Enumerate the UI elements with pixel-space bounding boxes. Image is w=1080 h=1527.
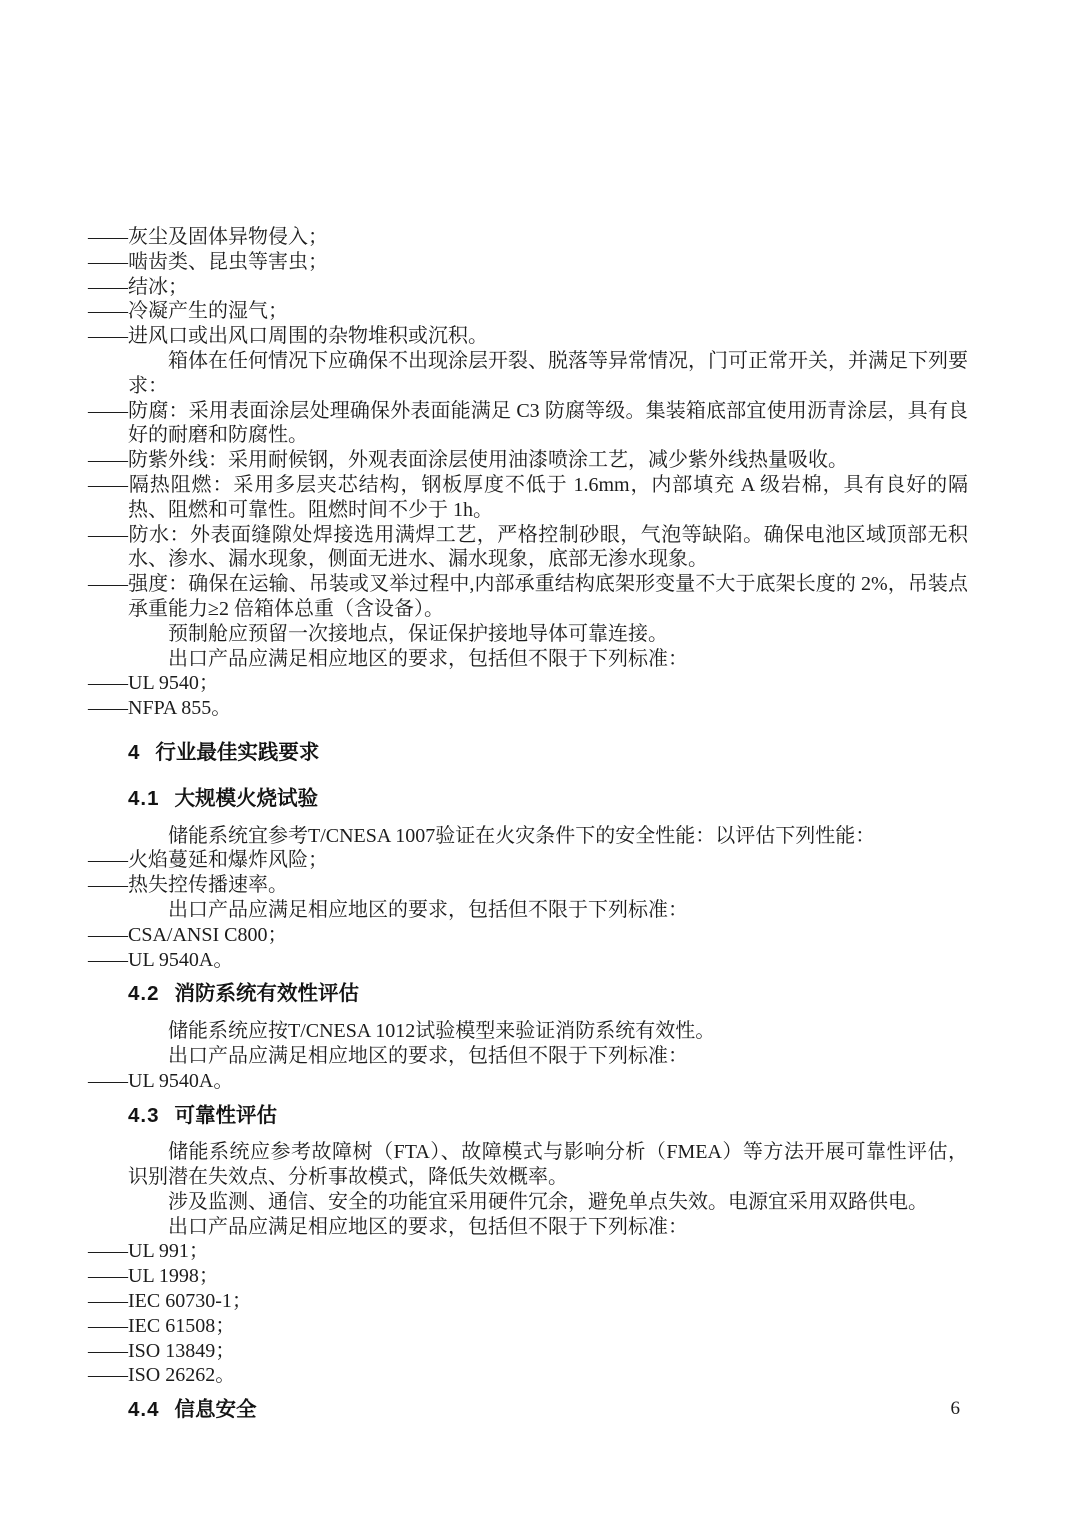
section-title: 消防系统有效性评估 <box>174 982 359 1006</box>
section-heading-4-1 <box>128 787 968 812</box>
list-item: ——ISO 26262。 <box>88 1364 236 1387</box>
page-number: 6 <box>950 1398 960 1419</box>
section-heading-4 <box>128 741 968 766</box>
list-item: ——IEC 61508； <box>88 1314 236 1337</box>
list-item: ——UL 9540； <box>88 672 219 695</box>
section-number: 4.3 <box>128 1103 160 1127</box>
list-item: ——强度：确保在运输、吊装或叉举过程中,内部承重结构底架形变量不大于底架长度的 2%，吊装点承重能力≥2 倍箱体总重（含设备）。 <box>88 573 968 620</box>
section-title: 大规模火烧试验 <box>174 786 318 810</box>
section-title: 可靠性评估 <box>174 1103 277 1127</box>
section-number: 4.4 <box>128 1398 160 1422</box>
list-item: ——防紫外线：采用耐候钢，外观表面涂层使用油漆喷涂工艺，减少紫外线热量吸收。 <box>88 449 848 472</box>
list-item: ——IEC 60730-1； <box>88 1290 252 1313</box>
document-content <box>88 225 968 1435</box>
list-item: ——灰尘及固体异物侵入； <box>88 226 328 248</box>
paragraph: 出口产品应满足相应地区的要求，包括但不限于下列标准： <box>168 647 688 670</box>
list-item: ——NFPA 855。 <box>88 697 232 720</box>
list-item: ——UL 1998； <box>88 1265 219 1288</box>
list-item: ——冷凝产生的湿气； <box>88 300 288 323</box>
paragraph: 箱体在任何情况下应确保不出现涂层开裂、脱落等异常情况，门可正常开关，并满足下列要求： <box>128 349 968 397</box>
section-number: 4.1 <box>128 786 160 810</box>
list-item: ——隔热阻燃：采用多层夹芯结构，钢板厚度不低于 1.6mm，内部填充 A 级岩棉，具有良好的隔热、阻燃和可靠性。阻燃时间不少于 1h。 <box>88 473 968 521</box>
paragraph: 储能系统应参考故障树（FTA）、故障模式与影响分析（FMEA）等方法开展可靠性评估，识别潜在失效点、分析事故模式，降低失效概率。 <box>128 1141 968 1189</box>
paragraph: 出口产品应满足相应地区的要求，包括但不限于下列标准： <box>168 1215 688 1238</box>
section-number: 4 <box>128 740 141 764</box>
list-item: ——防水：外表面缝隙处焊接选用满焊工艺，严格控制砂眼，气泡等缺陷。确保电池区域顶部无积水、渗水、漏水现象，侧面无进水、漏水现象，底部无渗水现象。 <box>88 523 968 571</box>
section-number: 4.2 <box>128 982 160 1006</box>
section-title: 行业最佳实践要求 <box>155 740 320 764</box>
paragraph: 出口产品应满足相应地区的要求，包括但不限于下列标准： <box>168 898 688 921</box>
list-item: ——ISO 13849； <box>88 1339 236 1362</box>
list-item: ——火焰蔓延和爆炸风险； <box>88 849 328 872</box>
list-item: ——结冰； <box>88 275 188 298</box>
section-heading-4-4 <box>128 1398 968 1423</box>
list-item: ——进风口或出风口周围的杂物堆积或沉积。 <box>88 325 488 348</box>
paragraph: 出口产品应满足相应地区的要求，包括但不限于下列标准： <box>168 1044 688 1067</box>
paragraph: 预制舱应预留一次接地点，保证保护接地导体可靠连接。 <box>168 622 668 645</box>
section-title: 信息安全 <box>174 1398 257 1422</box>
paragraph: 储能系统应按T/CNESA 1012试验模型来验证消防系统有效性。 <box>168 1020 716 1043</box>
list-item: ——UL 9540A。 <box>88 1069 234 1092</box>
paragraph: 涉及监测、通信、安全的功能宜采用硬件冗余，避免单点失效。电源宜采用双路供电。 <box>168 1190 928 1213</box>
section-heading-4-3 <box>128 1104 968 1129</box>
section-heading-4-2 <box>128 982 968 1007</box>
paragraph: 储能系统宜参考T/CNESA 1007验证在火灾条件下的安全性能：以评估下列性能： <box>168 824 876 847</box>
list-item: ——UL 9540A。 <box>88 948 234 971</box>
list-item: ——UL 991； <box>88 1240 209 1263</box>
list-item: ——防腐：采用表面涂层处理确保外表面能满足 C3 防腐等级。集装箱底部宜使用沥青涂层，具有良好的耐磨和防腐性。 <box>88 399 968 447</box>
list-item: ——CSA/ANSI C800； <box>88 923 288 946</box>
list-item: ——啮齿类、昆虫等害虫； <box>88 250 328 273</box>
list-item: ——热失控传播速率。 <box>88 874 288 897</box>
